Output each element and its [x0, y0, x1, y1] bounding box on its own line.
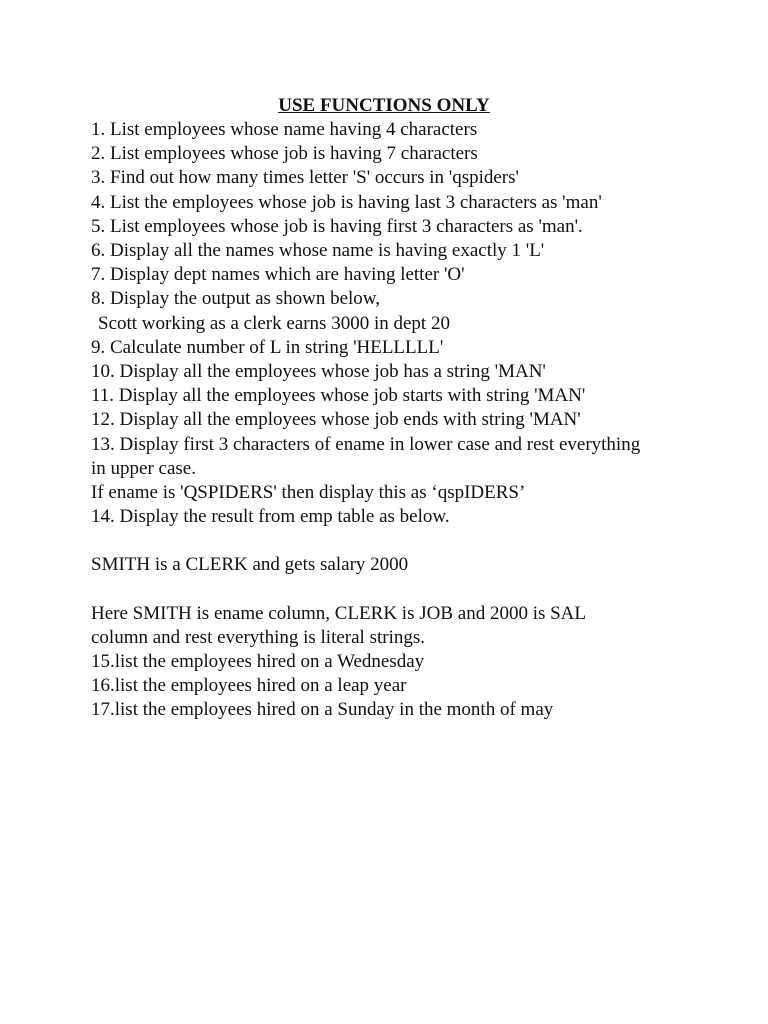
question-11: 11. Display all the employees whose job starts with string 'MAN' — [91, 385, 586, 407]
question-12: 12. Display all the employees whose job ends with string 'MAN' — [91, 409, 581, 431]
question-13-example: If ename is 'QSPIDERS' then display this as ‘qspIDERS’ — [91, 482, 526, 504]
question-13: 13. Display first 3 characters of ename in lower case and rest everything — [91, 433, 641, 455]
question-14-note-continued: column and rest everything is literal strings. — [91, 626, 426, 648]
question-14-note: Here SMITH is ename column, CLERK is JOB and 2000 is SAL — [91, 602, 587, 624]
question-4: 4. List the employees whose job is having last 3 characters as 'man' — [91, 191, 602, 213]
page-title: USE FUNCTIONS ONLY — [278, 95, 490, 116]
question-3: 3. Find out how many times letter 'S' occurs in 'qspiders' — [91, 167, 519, 189]
question-15: 15.list the employees hired on a Wednesday — [91, 651, 425, 673]
question-16: 16.list the employees hired on a leap year — [91, 675, 407, 697]
question-10: 10. Display all the employees whose job has a string 'MAN' — [91, 361, 546, 383]
question-2: 2. List employees whose job is having 7 characters — [91, 143, 478, 165]
question-1: 1. List employees whose name having 4 characters — [91, 119, 478, 140]
question-5: 5. List employees whose job is having first 3 characters as 'man'. — [91, 215, 583, 237]
question-14-example: SMITH is a CLERK and gets salary 2000 — [91, 554, 409, 576]
blank-line — [91, 578, 691, 602]
question-6: 6. Display all the names whose name is having exactly 1 'L' — [91, 240, 545, 262]
question-14: 14. Display the result from emp table as below. — [91, 506, 450, 528]
question-9: 9. Calculate number of L in string 'HELLLLL' — [91, 336, 444, 358]
question-17: 17.list the employees hired on a Sunday in the month of may — [91, 699, 554, 721]
question-8: 8. Display the output as shown below, — [91, 288, 381, 310]
question-13-continued: in upper case. — [91, 457, 196, 479]
question-list — [91, 118, 691, 723]
question-7: 7. Display dept names which are having letter 'O' — [91, 264, 465, 286]
question-8-example: Scott working as a clerk earns 3000 in dept 20 — [98, 312, 450, 334]
blank-line — [91, 529, 691, 553]
